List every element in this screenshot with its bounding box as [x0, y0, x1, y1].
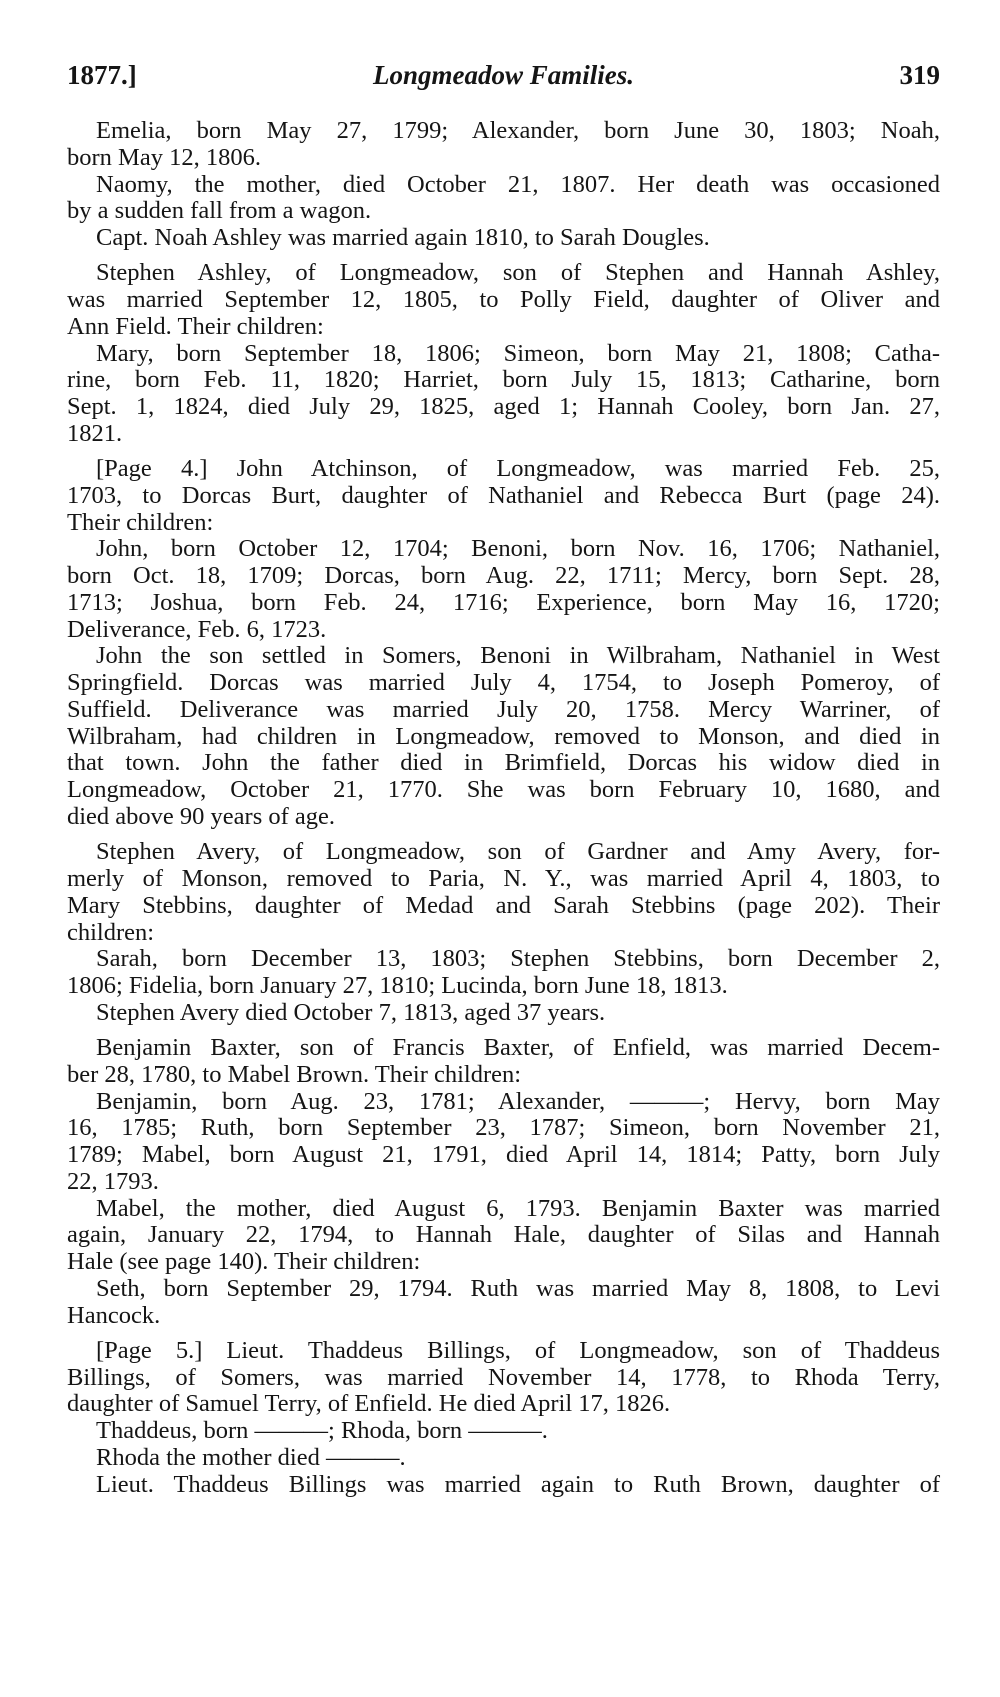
paragraph	[67, 1196, 940, 1276]
header-title: Longmeadow Families.	[372, 60, 634, 90]
text-line: Rhoda the mother died ———.	[96, 1443, 406, 1471]
text-line: Sarah, born December 13, 1803; Stephen Stebbins, born December 2,	[96, 945, 940, 973]
text-line: Deliverance, Feb. 6, 1723.	[67, 615, 327, 643]
paragraph	[67, 1338, 940, 1418]
text-line: John the son settled in Somers, Benoni in Wilbraham, Nathaniel in West	[96, 642, 940, 670]
genealogy-entry	[67, 1035, 940, 1329]
text-line: 1806; Fidelia, born January 27, 1810; Lucinda, born June 18, 1813.	[67, 972, 728, 1000]
paragraph	[67, 1472, 940, 1499]
text-line: Emelia, born May 27, 1799; Alexander, born June 30, 1803; Noah,	[96, 117, 940, 144]
text-line: 16, 1785; Ruth, born September 23, 1787; Simeon, born November 21,	[67, 1114, 940, 1142]
text-line: 22, 1793.	[67, 1167, 159, 1195]
genealogy-entry	[67, 456, 940, 831]
text-line: Suffield. Deliverance was married July 20, 1758. Mercy Warriner, of	[67, 695, 940, 723]
text-line: [Page 5.] Lieut. Thaddeus Billings, of Longmeadow, son of Thaddeus	[96, 1336, 940, 1364]
text-line: Billings, of Somers, was married November 14, 1778, to Rhoda Terry,	[67, 1363, 940, 1391]
genealogy-entry	[67, 839, 940, 1026]
text-line: Wilbraham, had children in Longmeadow, removed to Monson, and died in	[67, 722, 940, 750]
text-line: Mary, born September 18, 1806; Simeon, born May 21, 1808; Catha-	[96, 339, 940, 367]
text-line: Mabel, the mother, died August 6, 1793. Benjamin Baxter was married	[96, 1194, 940, 1222]
text-line: by a sudden fall from a wagon.	[67, 197, 372, 225]
text-line: born May 12, 1806.	[67, 143, 261, 171]
paragraph	[67, 1089, 940, 1196]
paragraph	[67, 1035, 940, 1089]
text-line: Stephen Ashley, of Longmeadow, son of Stephen and Hannah Ashley,	[96, 259, 940, 287]
text-line: Hale (see page 140). Their children:	[67, 1248, 421, 1276]
text-line: children:	[67, 918, 155, 946]
paragraph	[67, 839, 940, 946]
running-header	[67, 60, 940, 96]
text-line: Benjamin, born Aug. 23, 1781; Alexander, ———; Hervy, born May	[96, 1087, 940, 1115]
text-line: 1789; Mabel, born August 21, 1791, died April 14, 1814; Patty, born July	[67, 1141, 940, 1169]
text-line: merly of Monson, removed to Paria, N. Y., was married April 4, 1803, to	[67, 865, 940, 893]
genealogy-entry	[67, 1338, 940, 1499]
text-line: Stephen Avery, of Longmeadow, son of Gardner and Amy Avery, for-	[96, 838, 940, 866]
paragraph	[67, 643, 940, 830]
text-line: daughter of Samuel Terry, of Enfield. He died April 17, 1826.	[67, 1390, 671, 1418]
text-line: Longmeadow, October 21, 1770. She was born February 10, 1680, and	[67, 776, 940, 804]
paragraph	[67, 260, 940, 340]
paragraph	[67, 536, 940, 643]
paragraph	[67, 225, 940, 252]
paragraph	[67, 456, 940, 536]
paragraph	[67, 172, 940, 226]
text-line: died above 90 years of age.	[67, 802, 336, 830]
paragraph	[67, 1000, 940, 1027]
text-line: ber 28, 1780, to Mabel Brown. Their children:	[67, 1060, 522, 1088]
header-year: 1877.]	[67, 60, 137, 90]
genealogy-entry	[67, 118, 940, 252]
text-line: [Page 4.] John Atchinson, of Longmeadow, was married Feb. 25,	[96, 455, 940, 483]
text-line: Naomy, the mother, died October 21, 1807. Her death was occasioned	[96, 170, 940, 198]
text-line: Hancock.	[67, 1301, 161, 1329]
paragraph	[67, 1445, 940, 1472]
text-line: Their children:	[67, 508, 214, 536]
text-line: rine, born Feb. 11, 1820; Harriet, born July 15, 1813; Catharine, born	[67, 366, 940, 394]
text-line: Springfield. Dorcas was married July 4, 1754, to Joseph Pomeroy, of	[67, 669, 940, 697]
text-line: John, born October 12, 1704; Benoni, born Nov. 16, 1706; Nathaniel,	[96, 535, 940, 563]
page-number: 319	[899, 60, 940, 90]
text-line: Capt. Noah Ashley was married again 1810, to Sarah Dougles.	[96, 224, 710, 251]
paragraph	[67, 118, 940, 172]
text-line: Benjamin Baxter, son of Francis Baxter, of Enfield, was married Decem-	[96, 1034, 940, 1062]
text-line: Seth, born September 29, 1794. Ruth was married May 8, 1808, to Levi	[96, 1274, 940, 1302]
text-line: was married September 12, 1805, to Polly Field, daughter of Oliver and	[67, 286, 940, 314]
text-line: born Oct. 18, 1709; Dorcas, born Aug. 22, 1711; Mercy, born Sept. 28,	[67, 562, 940, 590]
paragraph	[67, 341, 940, 448]
page-body	[67, 118, 940, 1498]
genealogy-entry	[67, 260, 940, 447]
text-line: Stephen Avery died October 7, 1813, aged 37 years.	[96, 998, 606, 1026]
text-line: Ann Field. Their children:	[67, 312, 324, 340]
text-line: Sept. 1, 1824, died July 29, 1825, aged 1; Hannah Cooley, born Jan. 27,	[67, 393, 940, 421]
text-line: again, January 22, 1794, to Hannah Hale, daughter of Silas and Hannah	[67, 1221, 940, 1249]
text-line: 1713; Joshua, born Feb. 24, 1716; Experience, born May 16, 1720;	[67, 588, 940, 616]
text-line: Lieut. Thaddeus Billings was married again to Ruth Brown, daughter of	[96, 1470, 940, 1498]
text-line: 1821.	[67, 419, 123, 447]
paragraph	[67, 1418, 940, 1445]
paragraph	[67, 946, 940, 1000]
text-line: Thaddeus, born ———; Rhoda, born ———.	[96, 1417, 548, 1445]
text-line: 1703, to Dorcas Burt, daughter of Nathaniel and Rebecca Burt (page 24).	[67, 481, 940, 509]
paragraph	[67, 1276, 940, 1330]
text-line: that town. John the father died in Brimfield, Dorcas his widow died in	[67, 749, 940, 777]
text-line: Mary Stebbins, daughter of Medad and Sarah Stebbins (page 202). Their	[67, 891, 940, 919]
